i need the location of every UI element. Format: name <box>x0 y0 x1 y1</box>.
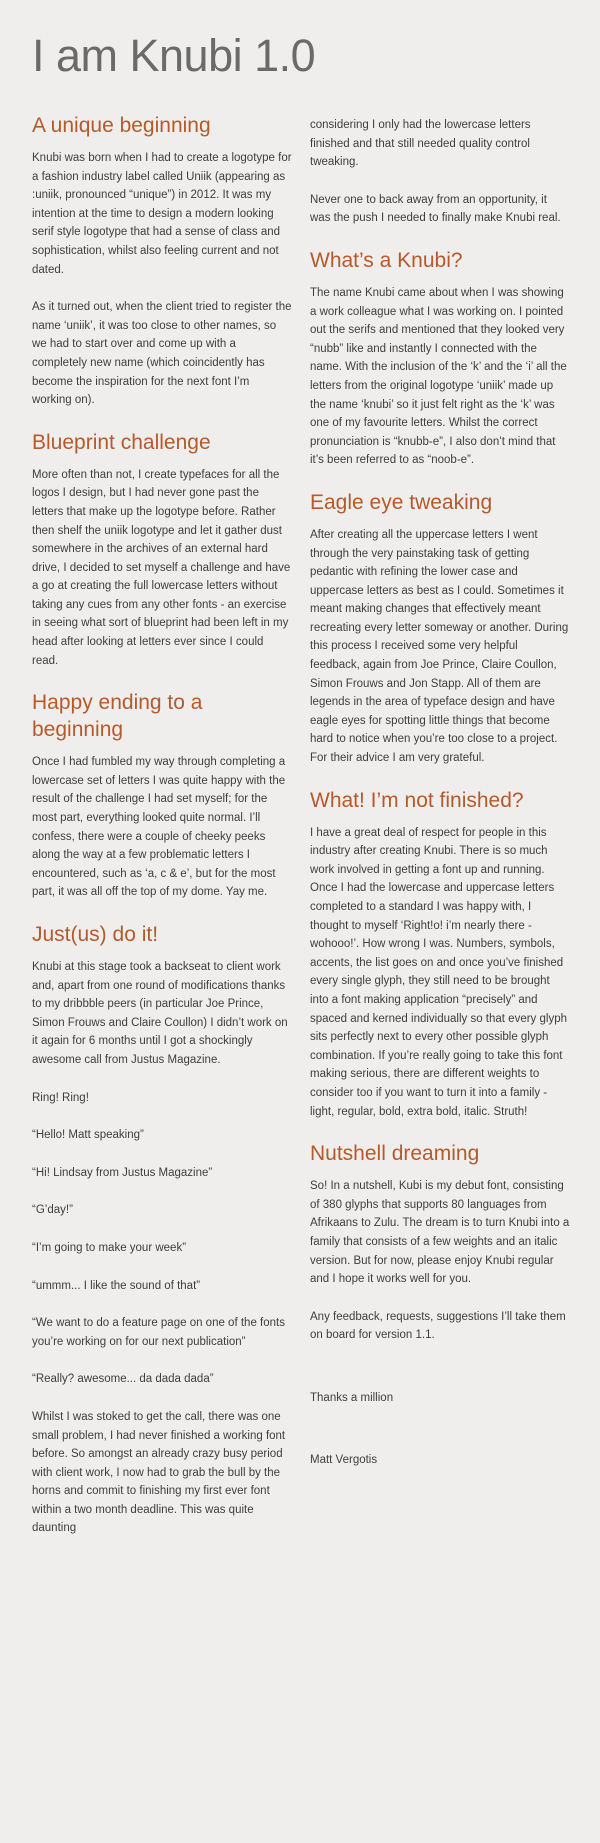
section-heading: Eagle eye tweaking <box>310 490 493 514</box>
section-heading: What! I’m not finished? <box>310 788 524 812</box>
paragraph: The name Knubi came about when I was showing a work colleague what I was working on. I pointed out the serifs and mentioned that they looked very “nubb” like and instantly I connected with the name. With the inclusion of the ‘k’ and the ‘i’ all the letters from the original logotype ‘uniik’ made up the name ‘knubi’ so it just felt right as the ‘k’ was one of my favourite letters. Whilst the correct pronunciation is “knubb-e”, I also don’t mind that it’s been referred to as “noob-e”. <box>310 286 567 467</box>
section-not-finished <box>310 787 570 1122</box>
left-column <box>32 112 292 1557</box>
section-nutshell <box>310 1140 570 1470</box>
paragraph: More often than not, I create typefaces for all the logos I design, but I had never gone past the letters that make up the logotype before. Rather then shelf the uniik logotype and let it gather dust somewhere in the archives of an external hard drive, I decided to set myself a challenge and have a go at creating the full lowercase letters without taking any cues from any other fonts - an exercise in seeing what sort of blueprint had been left in my head after looking at letters ever since I could read. <box>32 468 291 667</box>
section-heading: Nutshell dreaming <box>310 1142 480 1166</box>
dialogue-line: “Hi! Lindsay from Justus Magazine” <box>32 1166 213 1179</box>
section-eagle-eye <box>310 489 570 768</box>
section-blueprint-challenge <box>32 429 292 671</box>
paragraph: Knubi was born when I had to create a logotype for a fashion industry label called Uniik (appearing as :uniik, pronounced “unique”) in 2012. It was my intention at the time to design a modern looking serif style logotype that had a sense of class and sophistication, whilst also feeling current and not dated. <box>32 152 292 276</box>
section-happy-ending <box>32 689 292 902</box>
dialogue-line: “G’day!” <box>32 1204 73 1217</box>
paragraph: I have a great deal of respect for people in this industry after creating Knubi. There is so much work involved in getting a font up and running. Once I had the lowercase and uppercase letters completed to a standard I was happy with, I thought to myself ‘Right!o! i’m nearly there - wohooo!’. How wrong I was. Numbers, symbols, accents, the list goes on and once you’ve finished every single glyph, they still need to be brought into a font making application “precisely” and spaced and kerned individually so that every glyph sits perfectly next to every other possible glyph combination. If you’re really going to take this font making serious, there are different weights to consider too if you want to turn it into a family - light, regular, bold, extra bold, italic. Struth! <box>310 826 567 1118</box>
paragraph: considering I only had the lowercase letters finished and that still needed quality control tweaking. <box>310 119 531 169</box>
dialogue-line: “ummm... I like the sound of that” <box>32 1279 201 1292</box>
section-justus <box>32 921 292 1538</box>
paragraph: Once I had fumbled my way through completing a lowercase set of letters I was quite happy with the result of the challenge I had set myself; for the most part, everything looked quite normal. I’ll confess, there were a couple of cheeky peeks along the way at a few problematic letters I encountered, such as ‘a, c & e’, but for the most part, it was all off the top of my dome. Yay me. <box>32 756 286 899</box>
section-heading: Just(us) do it! <box>32 923 159 946</box>
section-continued <box>310 116 570 228</box>
paragraph: Knubi at this stage took a backseat to client work and, apart from one round of modifications thanks to my dribbble peers (in particular Joe Prince, Simon Frouws and Claire Coullon) I didn’t work on it again for 6 months until I got a shockingly awesome call from Justus Magazine. <box>32 961 288 1066</box>
dialogue-line: “Really? awesome... da dada dada” <box>32 1373 214 1386</box>
paragraph: Whilst I was stoked to get the call, there was one small problem, I had never finished a working font before. So amongst an already crazy busy period with client work, I now had to grab the bull by the horns and commit to finishing my first ever font within a two month deadline. This was quite daunting <box>32 1410 286 1535</box>
section-heading: A unique beginning <box>32 114 211 137</box>
right-column <box>310 116 570 1489</box>
section-heading: Happy ending to a beginning <box>32 691 203 742</box>
page-title: I am Knubi 1.0 <box>32 30 316 81</box>
signature: Matt Vergotis <box>310 1454 378 1467</box>
dialogue-line: “Hello! Matt speaking” <box>32 1129 144 1142</box>
section-whats-a-knubi <box>310 247 570 470</box>
dialogue-line: “I’m going to make your week” <box>32 1241 187 1254</box>
paragraph: As it turned out, when the client tried to register the name ‘uniik’, it was too close to other names, so we had to start over and come up with a completely new name (which coincidently has become the inspiration for the next font I’m working on). <box>32 301 292 407</box>
section-heading: What’s a Knubi? <box>310 248 463 272</box>
thanks-line: Thanks a million <box>310 1391 394 1404</box>
paragraph: Any feedback, requests, suggestions I’ll take them on board for version 1.1. <box>310 1310 566 1342</box>
paragraph: After creating all the uppercase letters I went through the very painstaking task of getting pedantic with refining the lower case and uppercase letters as best as I could. Sometimes it meant making changes that effectively meant recreating every letter someway or another. During this process I received some very helpful feedback, again from Joe Prince, Claire Coullon, Simon Frouws and Jon Stapp. All of them are legends in the area of typeface design and have eagle eyes for spotting little things that become hard to notice when you’re too close to a project. For their advice I am very grateful. <box>310 528 569 765</box>
dialogue-line: Ring! Ring! <box>32 1091 89 1104</box>
section-unique-beginning <box>32 112 292 410</box>
paragraph: Never one to back away from an opportunity, it was the push I needed to finally make Knubi real. <box>310 193 561 225</box>
section-heading: Blueprint challenge <box>32 430 211 454</box>
dialogue-line: “We want to do a feature page on one of the fonts you’re working on for our next publication” <box>32 1317 285 1348</box>
paragraph: So! In a nutshell, Kubi is my debut font, consisting of 380 glyphs that supports 80 languages from Afrikaans to Zulu. The dream is to turn Knubi into a family that consists of a few weights and an italic version. But for now, please enjoy Knubi regular and I hope it works well for you. <box>310 1180 570 1286</box>
